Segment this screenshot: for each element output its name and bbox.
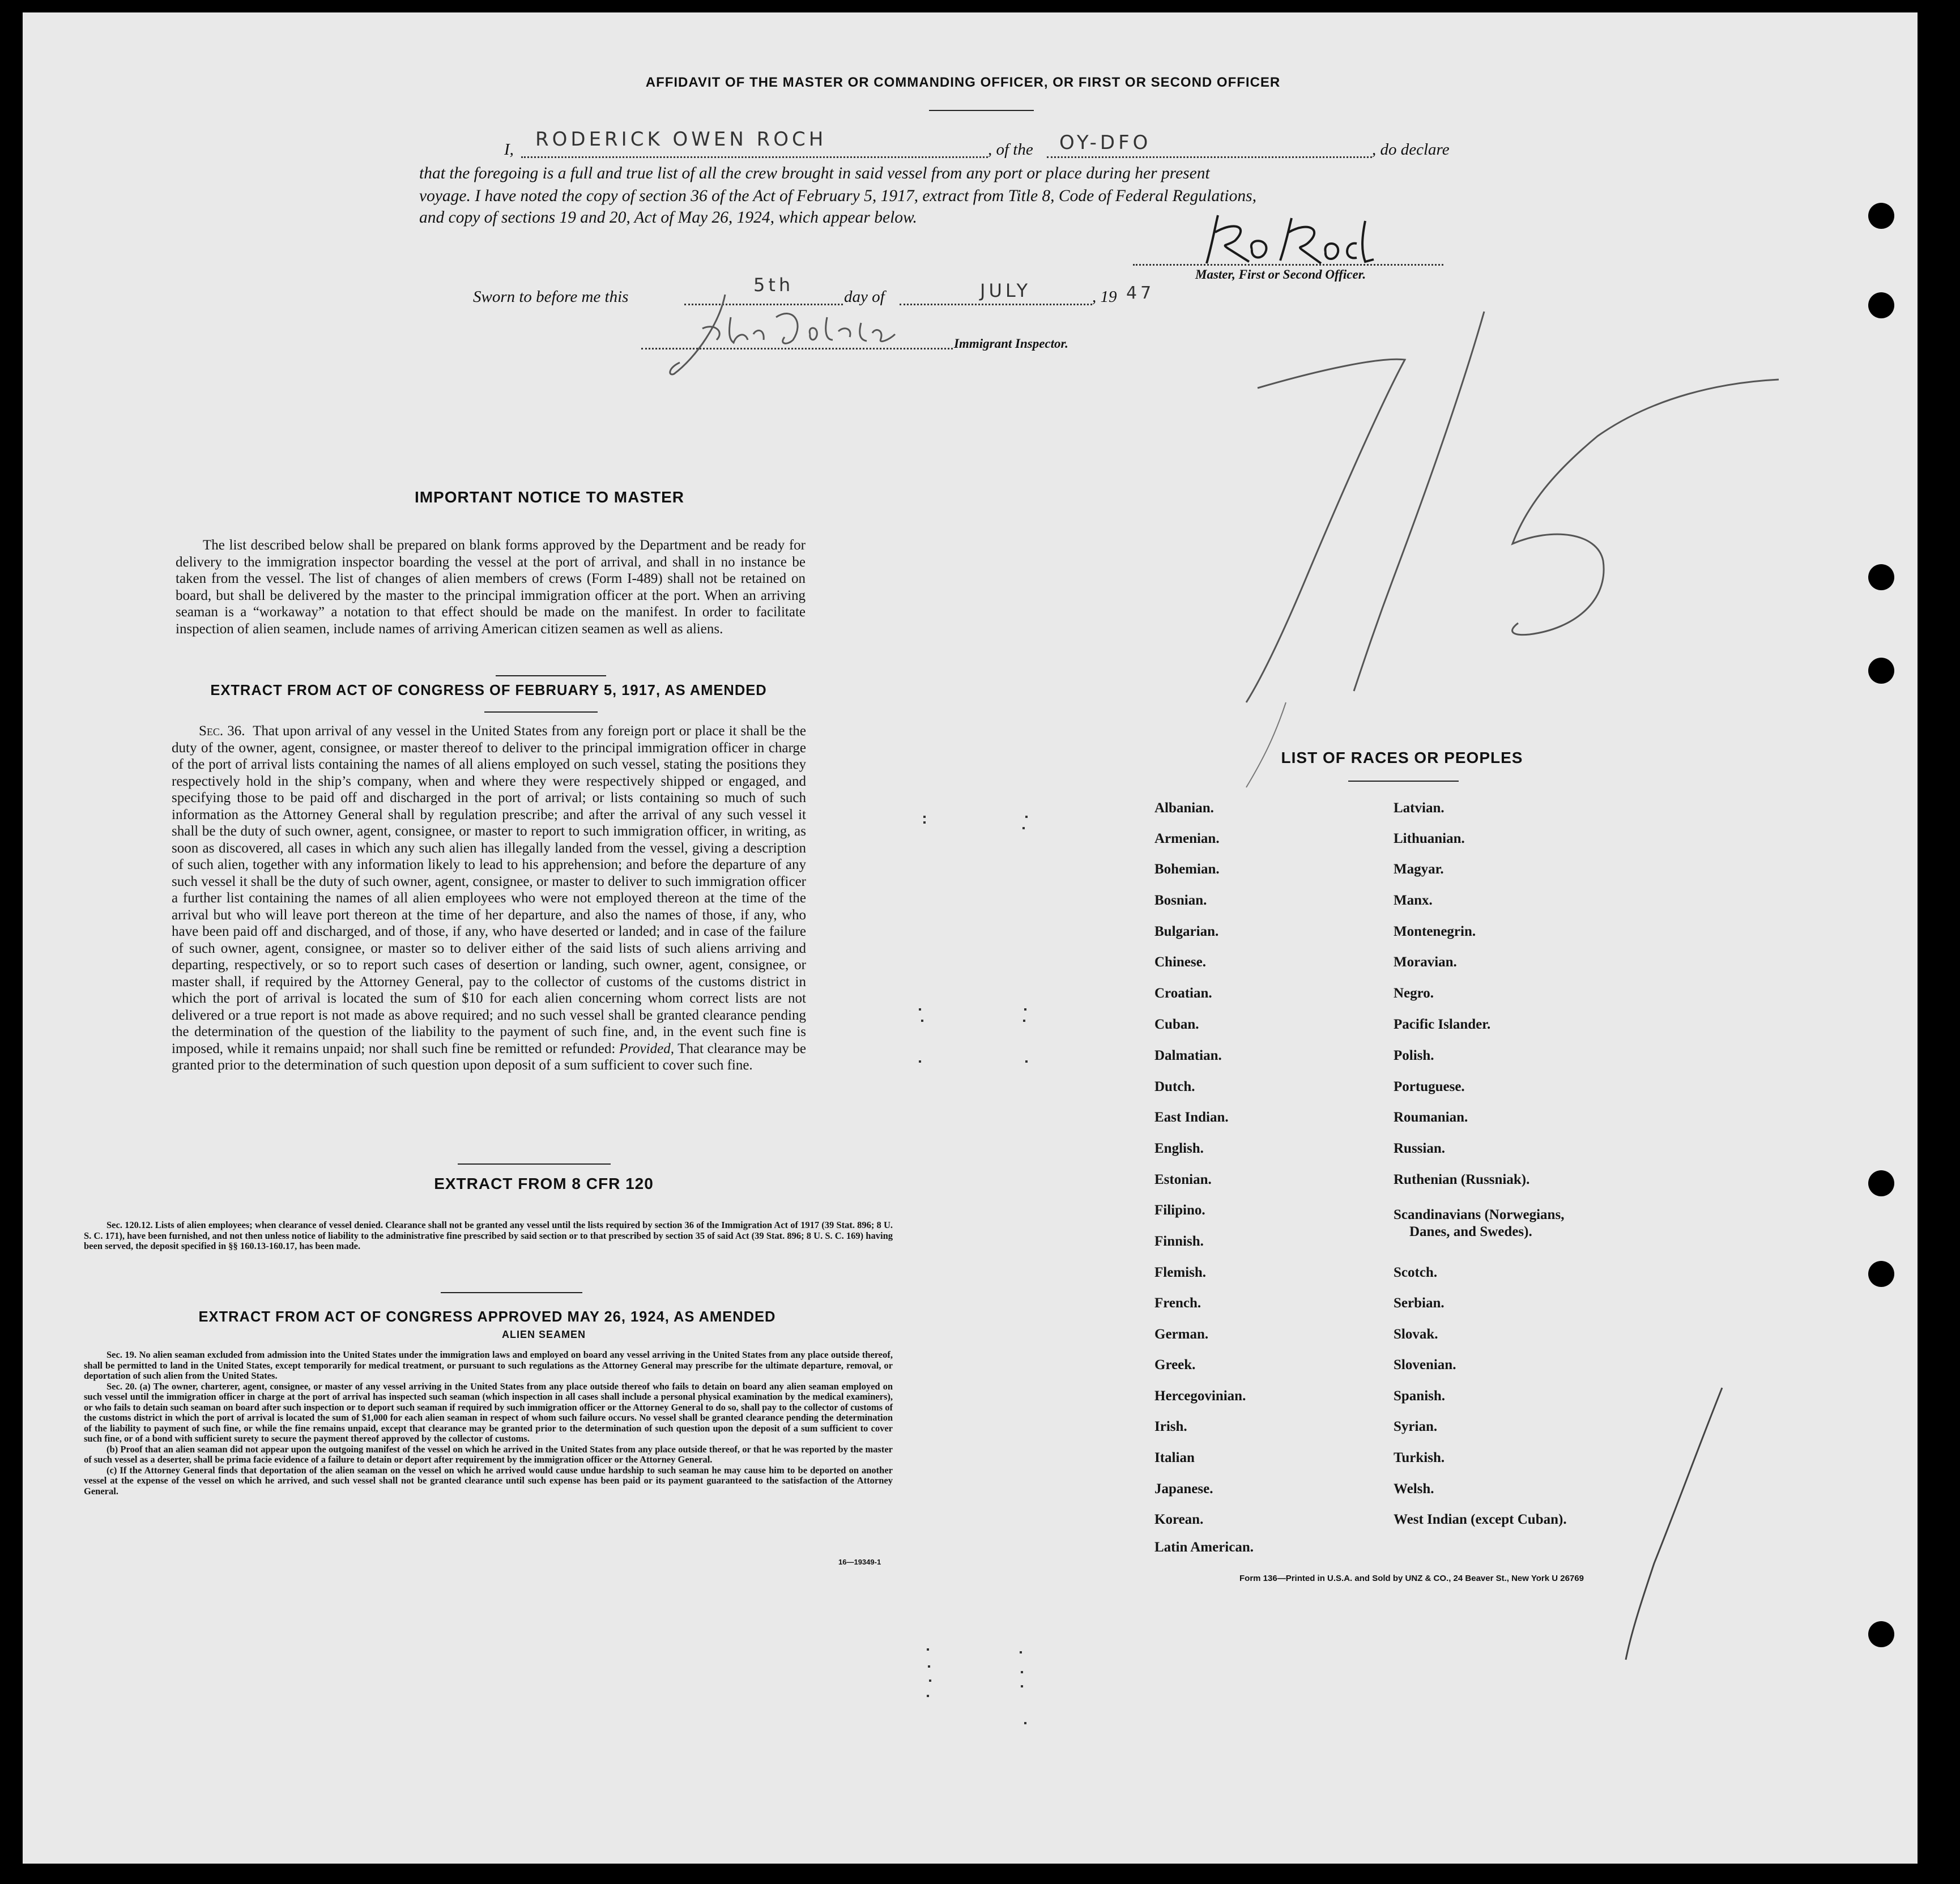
race-left: Armenian. [1154,831,1220,846]
punch-hole [1868,203,1894,229]
master-signature [1195,210,1382,272]
race-right: Montenegrin. [1394,924,1476,939]
race-right: Scotch. [1394,1265,1438,1280]
form-code: 16—19349-1 [838,1558,881,1566]
vessel-line [1047,156,1372,158]
notice-title: IMPORTANT NOTICE TO MASTER [414,488,685,506]
race-right: Welsh. [1394,1481,1434,1497]
vessel-name-handwritten: OY-DFO [1059,131,1152,154]
punch-hole [1868,564,1894,590]
affidavit-text-line3: voyage. I have noted the copy of section 36 of the Act of February 5, 1917, extract from Title 8, Code of Federal Regulations, [419,187,1256,205]
race-right: Turkish. [1394,1450,1445,1465]
alien-seamen-subtitle: ALIEN SEAMEN [501,1329,586,1340]
race-right: Slovenian. [1394,1357,1456,1372]
race-right: Moravian. [1394,954,1457,970]
race-left: Albanian. [1154,800,1214,816]
race-left: Dutch. [1154,1079,1195,1094]
inspector-caption: Immigrant Inspector. [954,336,1068,351]
scan-speck [919,1008,921,1011]
extract-1924-body: Sec. 19. No alien seaman excluded from admission into the United States under the immigration laws and employed on board any vessel arriving in the United States from any place outside thereof, shall be permitted to land in the United States, except temporarily for medical treatment, or pursuant to such regulations as the Attorney General may prescribe for the ultimate departure, removal, or deportation of such alien from the United States. Sec. 20. (a) The owner, charterer, agent, consignee, or master of any vessel arriving in the United States from any place outside thereof who fails to detain on board any alien seaman employed on such vessel until the immigration officer in charge at the port of arrival has inspected such seaman (which inspection in all cases shall include a personal physical examination by the medical examiners), or who fails to detain such seaman on board after such inspection or to deport such seaman if required by such immigration officer or the Attorney General to do so, shall pay to the collector of customs of the customs district in which the port of arrival is located the sum of $1,000 for each alien seaman in respect of whom such failure occurs. No vessel shall be granted clearance pending the determination of the liability to payment of such fine, or while the fine remains unpaid, except that clearance may be granted prior to the determination of such question upon the deposit of a sum sufficient to cover such fine, or of a bond with sufficient surety to secure the payment thereof approved by the collector of customs. (b) Proof that an alien seaman did not appear upon the outgoing manifest of the vessel on which he arrived in the United States from any place outside thereof, or that he was reported by the master of such vessel as a deserter, shall be prima facie evidence of a failure to detain or deport after requirement by the immigration officer or the Attorney General. (c) If the Attorney General finds that deportation of the alien seaman on the vessel on which he arrived would cause undue hardship to such seaman he may cause him to be deported on another vessel at the expense of the vessel on which he arrived, and such vessel shall not be granted clearance until such expense has been paid or its payment guaranteed to the satisfaction of the Attorney General. [84,1349,893,1497]
inspector-signature [663,283,935,385]
divider [496,675,606,676]
race-left: Bosnian. [1154,893,1207,908]
punch-hole [1868,1261,1894,1287]
race-right: Pacific Islander. [1394,1017,1491,1032]
scan-speck [1021,1671,1023,1673]
affidavit-text-line2: that the foregoing is a full and true list of all the crew brought in said vessel from any port or place during her present [419,164,1210,182]
scan-speck [928,1665,930,1668]
scan-speck [1024,1722,1026,1724]
race-left: Japanese. [1154,1481,1213,1497]
race-left: Italian [1154,1450,1195,1465]
race-left: Estonian. [1154,1172,1212,1187]
extract-1917-body [172,723,806,1074]
scan-speck [1025,816,1028,818]
sworn-prefix: Sworn to before me this [473,288,629,306]
race-right: Spanish. [1394,1388,1446,1404]
scan-speck [927,1648,929,1651]
race-left: Cuban. [1154,1017,1199,1032]
extract-cfr-body: Sec. 120.12. Lists of alien employees; when clearance of vessel denied. Clearance shall not be granted any vessel until the lists required by section 36 of the Immigration Act of 1917 (39 Stat. 896; 8 U. S. C. 171), have been furnished, and not then unless notice of liability to the administrative fine prescribed by said section or to that prescribed by section 35 of said Act (39 Stat. 896; 8 U. S. C. 169) having been served, the deposit specified in §§ 160.13-160.17, has been made. [84,1220,893,1251]
races-title: LIST OF RACES OR PEOPLES [1281,749,1523,766]
punch-hole [1868,1621,1894,1647]
race-left: Finnish. [1154,1234,1204,1249]
race-right: West Indian (except Cuban). [1394,1512,1567,1527]
sec-36-end: That clearance may be granted prior to the determination of such question upon deposit of a sum sufficient to cover such fine. [172,1041,806,1073]
year-prefix: , 19 [1092,288,1117,306]
punch-hole [1868,658,1894,684]
race-left: Irish. [1154,1419,1187,1434]
sec-36-label: Sec. 36. [199,723,245,739]
race-left: English. [1154,1141,1204,1156]
extract-1917-title: EXTRACT FROM ACT OF CONGRESS OF FEBRUARY 5, 1917, AS AMENDED [210,683,767,698]
race-left: Greek. [1154,1357,1196,1372]
race-left: Korean. [1154,1512,1204,1527]
day-of-text: day of [844,288,885,306]
race-left: Croatian. [1154,986,1212,1001]
race-right: Slovak. [1394,1327,1438,1342]
race-right: Portuguese. [1394,1079,1465,1094]
scan-speck [919,1060,921,1063]
race-left: Dalmatian. [1154,1048,1222,1063]
scan-speck [1022,827,1025,829]
year-handwritten: 47 [1126,283,1155,303]
scan-speck [927,1695,929,1697]
race-right: Russian. [1394,1141,1446,1156]
printer-footer: Form 136—Printed in U.S.A. and Sold by UNZ & CO., 24 Beaver St., New York U 26769 [1239,1574,1584,1583]
scan-speck [1020,1651,1022,1653]
race-left: Bulgarian. [1154,924,1219,939]
scan-speck [1025,1060,1028,1063]
handwritten-number-715 [1212,306,1813,1020]
race-right: Manx. [1394,893,1433,908]
day-handwritten: 5th [753,274,794,296]
race-left: East Indian. [1154,1110,1229,1125]
race-left: Chinese. [1154,954,1206,970]
race-right: Syrian. [1394,1419,1438,1434]
race-left: Filipino. [1154,1203,1205,1218]
race-left: German. [1154,1327,1209,1342]
scan-speck [923,821,926,824]
race-right: Latvian. [1394,800,1445,816]
divider [441,1292,582,1293]
scan-speck [921,1020,923,1022]
extract-cfr-title: EXTRACT FROM 8 CFR 120 [434,1175,654,1192]
race-left: French. [1154,1295,1201,1311]
title-underline [929,110,1034,111]
race-right: Roumanian. [1394,1110,1468,1125]
extract-1924-title: EXTRACT FROM ACT OF CONGRESS APPROVED MAY 26, 1924, AS AMENDED [198,1309,776,1325]
name-line [521,156,988,158]
sec-36-text: That upon arrival of any vessel in the United States from any foreign port or place it shall be the duty of the owner, agent, consignee, or master thereof to deliver to the principal immigration officer in charge of the port of arrival lists containing the names of all aliens employed on such vessel, stating the positions they respectively hold in the ship’s company, when and where they were respectively shipped or engaged, and specifying those to be paid off and discharged in the port of arrival; or lists containing so much of such information as the Attorney General shall by regulation prescribe; and after the arrival of any such vessel it shall be the duty of such owner, agent, consignee, or master to report to such immigration officer, in writing, as soon as discovered, all cases in which any such alien has illegally landed from the vessel, giving a description of such alien, together with any information likely to lead to his apprehension; and before the departure of any such vessel it shall be the duty of such owner, agent, consignee, or master to deliver to such immigration officer a further list containing the names of all alien employees who were not employed thereon at the time of the arrival but who will leave port thereon at the time of her departure, and also the names of those, if any, who have been paid off and discharged, and of those, if any, who have deserted or landed; and in case of the failure of such owner, agent, consignee, or master so to deliver either of the said lists of such aliens arriving and departing, respectively, or so to report such cases of desertion or landing, such owner, agent, consignee, or master shall, if required by the Attorney General, pay to the collector of customs of the customs district in which the port of arrival is located the sum of $10 for each alien concerning whom correct lists are not delivered or a true report is not made as above required; and no such vessel shall be granted clearance pending the determination of the question of the liability to the payment of such fine, and, in the event such fine is imposed, while it remains unpaid; nor shall such fine be remitted or refunded: [172,723,806,1056]
scan-speck [1023,1020,1025,1022]
scan-speck [1021,1685,1023,1687]
of-the-text: , of the [988,140,1033,159]
pen-stroke [1609,1376,1745,1671]
month-handwritten: JULY [980,280,1031,301]
scan-speck [929,1680,931,1682]
race-left: Bohemian. [1154,862,1220,877]
affidavit-line1-prefix: I, [504,140,514,159]
race-right: Serbian. [1394,1295,1445,1311]
race-right: Polish. [1394,1048,1434,1063]
master-caption: Master, First or Second Officer. [1195,267,1366,282]
scan-speck [1024,1008,1026,1011]
divider [484,711,598,713]
race-right: Lithuanian. [1394,831,1465,846]
race-left: Latin American. [1154,1540,1254,1555]
races-underline [1348,781,1459,782]
divider [458,1163,611,1165]
punch-hole [1868,292,1894,318]
do-declare-text: , do declare [1372,140,1450,159]
race-right: Ruthenian (Russniak). [1394,1172,1530,1187]
race-right: Magyar. [1394,862,1444,877]
race-left: Hercegovinian. [1154,1388,1246,1404]
scan-speck [923,816,926,818]
race-right: Negro. [1394,986,1434,1001]
affidavit-text-line4: and copy of sections 19 and 20, Act of May 26, 1924, which appear below. [419,208,917,227]
master-name-handwritten: RODERICK OWEN ROCH [535,128,827,151]
affidavit-title: AFFIDAVIT OF THE MASTER OR COMMANDING OFFICER, OR FIRST OR SECOND OFFICER [645,75,1281,90]
race-right: Scandinavians (Norwegians, [1394,1207,1565,1222]
provided-text: Provided, [619,1041,674,1056]
notice-body: The list described below shall be prepared on blank forms approved by the Department and be ready for delivery to the immigration inspector boarding the vessel at the port of arrival, and shall in no instance be taken from the vessel. The list of changes of alien members of crews (Form I-489) shall not be retained on board, but shall be delivered by the master to the principal immigration officer at the port. When an arriving seaman is a “workaway” a notation to that effect should be made on the manifest. In order to facilitate inspection of alien seamen, include names of arriving American citizen seamen as well as aliens. [176,538,806,637]
race-right: Danes, and Swedes). [1409,1224,1532,1239]
race-left: Flemish. [1154,1265,1206,1280]
punch-hole [1868,1170,1894,1196]
